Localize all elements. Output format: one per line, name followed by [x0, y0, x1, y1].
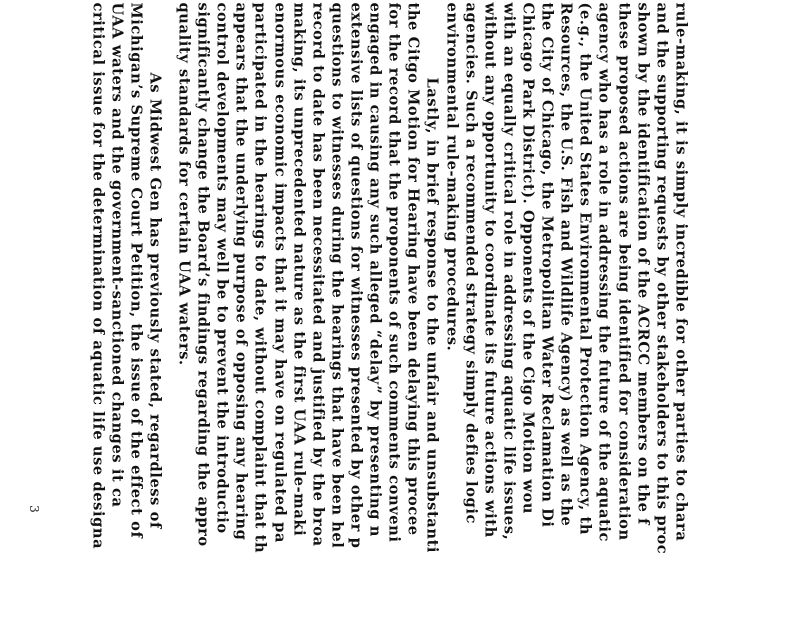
text-line: for the record that the proponents of such comments conveni — [385, 2, 402, 543]
text-line: critical issue for the determination of aquatic life use designa — [89, 2, 106, 549]
text-line: agency who has a role in addressing the future of the aquatic — [595, 2, 612, 542]
text-line: extensive lists of questions for witnesses presented by other p — [347, 2, 364, 548]
text-line: and the supporting requests by other stakeholders to this proc — [653, 2, 670, 554]
text-line: questions to witnesses during the hearings that have been hel — [328, 2, 345, 548]
paragraph-first-line: Lastly, in brief response to the unfair and unsubstanti — [423, 77, 440, 553]
text-line: the City of Chicago, the Metropolitan Water Reclamation Di — [538, 2, 555, 527]
paragraph-first-line: As Midwest Gen has previously stated, regardless of — [146, 72, 163, 529]
text-line: record to date has been necessitated and justified by the broa — [309, 2, 326, 547]
text-line: without any opportunity to coordinate its future actions with — [481, 2, 498, 538]
text-line: agencies. Such a recommended strategy simply defies logic — [462, 2, 479, 524]
text-line: participated in the hearings to date, without complaint that th — [251, 2, 268, 553]
text-line: Resources, the U.S. Fish and Wildlife Agency) as well as the — [557, 2, 574, 526]
text-line: environmental rule-making procedures. — [443, 2, 460, 351]
body-text — [87, 2, 690, 612]
page-number: 3 — [26, 505, 41, 513]
text-line: shown by the identification of the ACRCC members on the f — [634, 2, 651, 525]
text-line: the Citgo Motion for Hearing have been delaying this procee — [404, 2, 421, 536]
text-line: these proposed actions are being identified for consideration — [615, 2, 632, 541]
text-line: making, its unprecedented nature as the first UAA rule-maki — [290, 2, 307, 536]
text-line: Michigan’s Supreme Court Petition, the issue of the effect of — [127, 2, 144, 538]
text-line: control developments may well be to prevent the introductio — [213, 2, 230, 534]
text-line: enormous economic impacts that it may have on regulated pa — [271, 2, 288, 543]
text-line: UAA waters and the government-sanctioned changes it ca — [108, 2, 125, 508]
text-line: appears that the underlying purpose of opposing any hearing — [232, 2, 249, 540]
text-line: rule-making, it is simply incredible for other parties to chara — [672, 2, 689, 541]
text-line: significantly change the Board’s findings regarding the appro — [194, 2, 211, 547]
text-line: engaged in causing any such alleged “delay” by presenting n — [366, 2, 383, 537]
text-line: quality standards for certain UAA waters. — [175, 2, 192, 366]
text-line: (e.g., the United States Environmental Protection Agency, th — [576, 2, 593, 535]
text-line: Chicago Park District). Opponents of the Cigo Motion wou — [519, 2, 536, 514]
text-line: with an equally critical role in addressing aquatic life issues, — [500, 2, 517, 540]
